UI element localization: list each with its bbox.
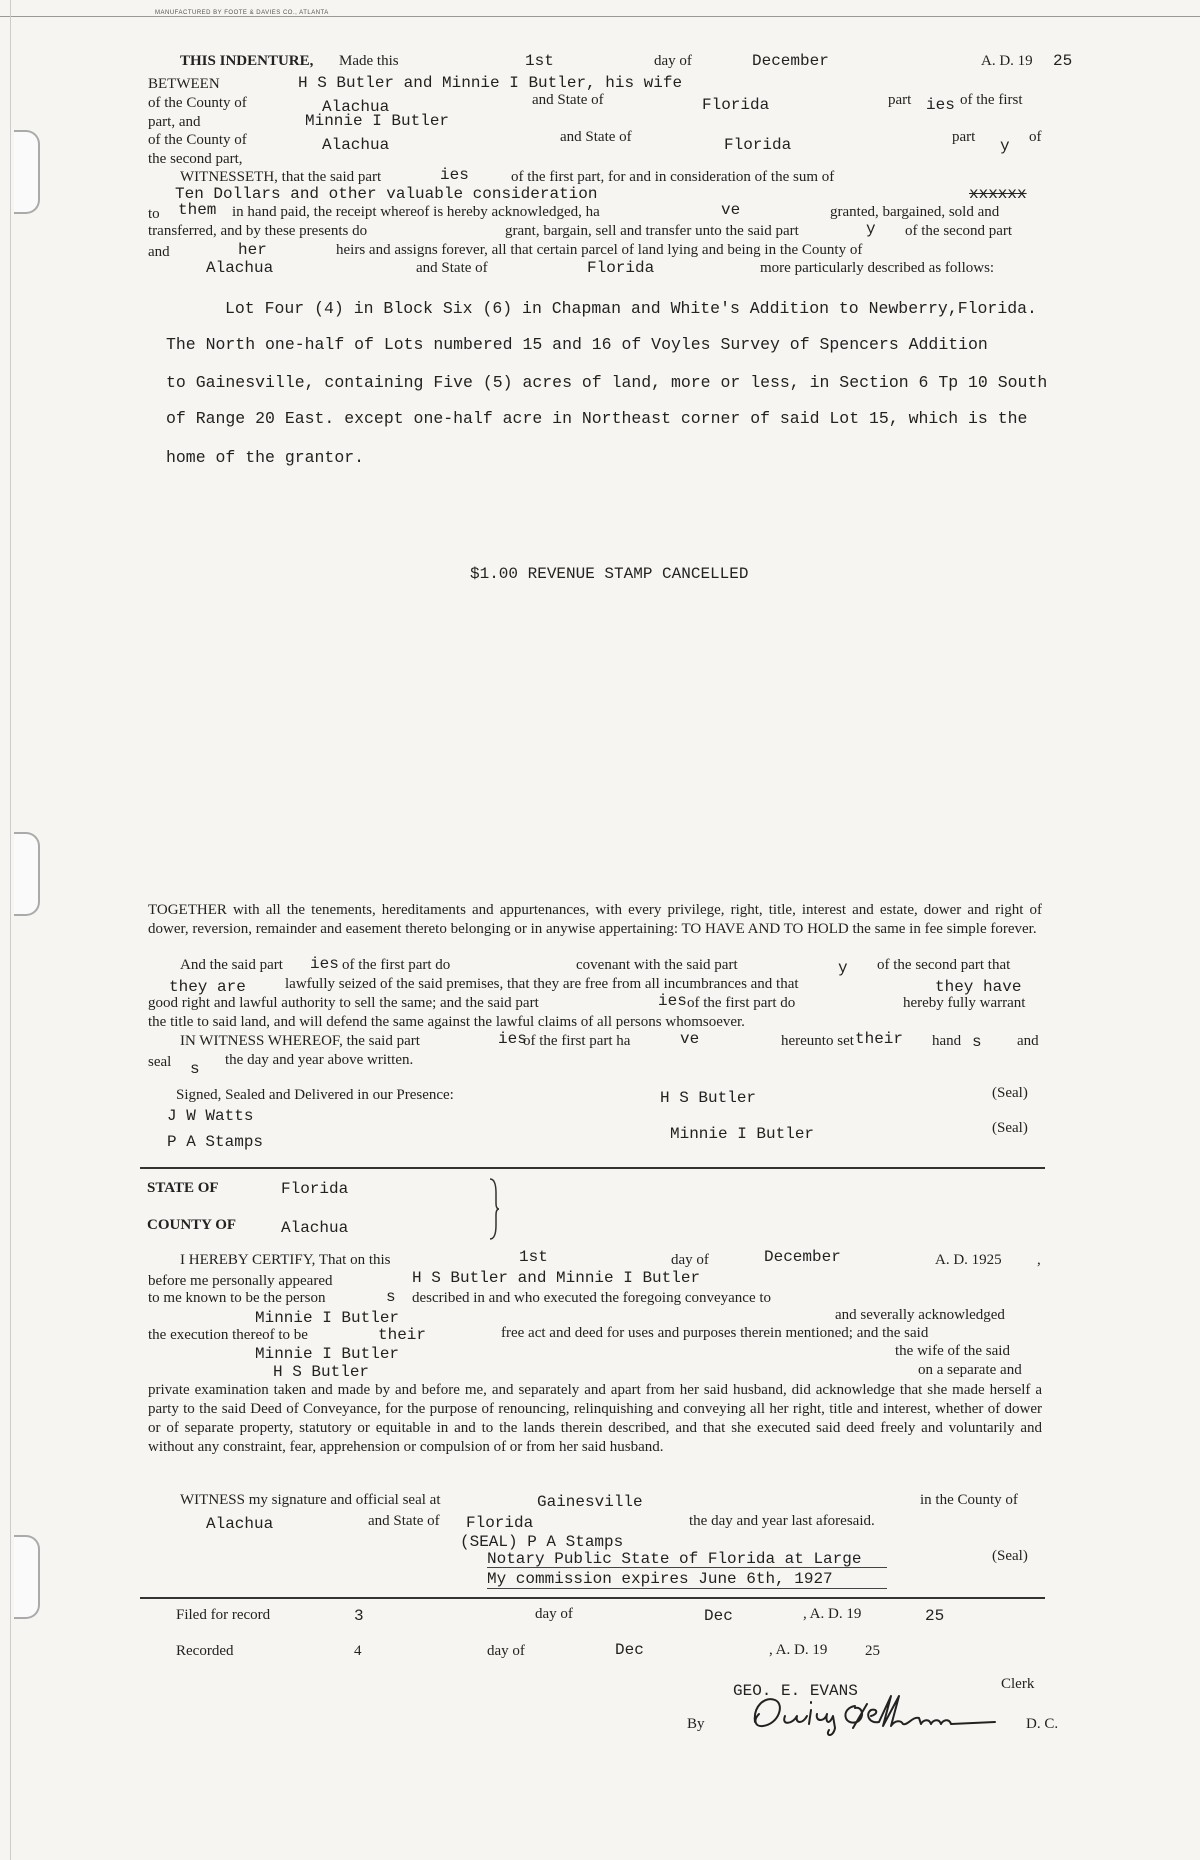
covenant-suffix-3: ies (658, 992, 687, 1010)
of-the-first-label: of the first (960, 92, 1023, 108)
witnesseth-text-i: more particularly described as follows: (760, 260, 995, 276)
recorded-day-of: day of (487, 1643, 525, 1659)
covenant-text-h: hereby fully warrant (903, 995, 1026, 1011)
known-text-b: described in and who executed the foregoing conveyance to (412, 1290, 772, 1306)
witness-name: J W Watts (167, 1107, 254, 1125)
witnesseth-suffix-3: y (866, 220, 876, 238)
county-label: of the County of (148, 95, 247, 111)
appeared-names: H S Butler and Minnie I Butler (412, 1269, 701, 1287)
filed-year: 25 (925, 1607, 945, 1625)
notary-underline (487, 1588, 887, 1589)
witnesseth-text-c: in hand paid, the receipt whereof is hereby acknowledged, ha (232, 204, 600, 220)
revenue-stamp-note: $1.00 REVENUE STAMP CANCELLED (470, 565, 749, 583)
recorded-ad: , A. D. 19 (769, 1642, 828, 1658)
by-label: By (687, 1716, 705, 1732)
and-label: and (148, 244, 170, 260)
covenant-suffix: ies (310, 955, 339, 973)
state-label: and State of (532, 92, 604, 108)
second-part-label: the second part, (148, 151, 243, 167)
description-line: home of the grantor. (166, 448, 365, 467)
clerk-label: Clerk (1001, 1676, 1035, 1692)
wife-name: Minnie I Butler (255, 1345, 400, 1363)
second-party-name: Minnie I Butler (305, 112, 450, 130)
county-of-label: COUNTY OF (147, 1217, 237, 1233)
notary-commission: My commission expires June 6th, 1927 (487, 1570, 833, 1588)
description-line: to Gainesville, containing Five (5) acres of land, more or less, in Section 6 Tp 10 South (166, 373, 1048, 392)
certify-month: December (764, 1248, 841, 1266)
state-of-value: Florida (281, 1180, 349, 1198)
second-county: Alachua (322, 136, 390, 154)
county-label-2: of the County of (148, 132, 247, 148)
presence-label: Signed, Sealed and Delivered in our Presence: (176, 1087, 454, 1103)
day-of-label: day of (654, 53, 692, 69)
known-s: s (386, 1288, 396, 1306)
husband-name: H S Butler (273, 1363, 370, 1381)
second-state: Florida (724, 136, 792, 154)
part-label-2: part (952, 129, 976, 145)
binder-hole-icon (14, 832, 40, 916)
seal-mark: (Seal) (992, 1120, 1028, 1136)
grantor-name: H S Butler (660, 1089, 757, 1107)
land-state-label: and State of (416, 260, 488, 276)
witness-whereof-suffix-2: ve (680, 1030, 700, 1048)
they-have: they have (935, 978, 1022, 996)
execution-text-b: free act and deed for uses and purposes therein mentioned; and the said (501, 1325, 929, 1341)
witness-state: Florida (466, 1514, 534, 1532)
together-clause: TOGETHER with all the tenements, hereditaments and appurtenances, with every privilege, right, title, interest and estate, dower and right of dower, reversion, remainder and easement thereto belonging or in anywise appertaining: TO HAVE AND TO HOLD the same in fee simple forever. (148, 902, 1042, 937)
clerk-name: GEO. E. EVANS (733, 1682, 858, 1700)
binder-hole-icon (14, 130, 40, 214)
description-line: of Range 20 East. except one-half acre in Northeast corner of said Lot 15, which is the (166, 409, 1028, 428)
witnesseth-text-a: WITNESSETH, that the said part (180, 169, 382, 185)
heirs-of: her (238, 241, 267, 259)
private-examination-text: private examination taken and made by and before me, and separately and apart from her said husband, did acknowledge that she made herself a party to the said Deed of Conveyance, for the purpose of renouncing, relinquishing and conveying all her right, title and interest, whether of dower or of separate property, statutory or equitable in and to the lands therein described, and that she executed said deed freely and voluntarily and without any constraint, fear, apprehension or compulsion of or from her said husband. (148, 1382, 1042, 1455)
section-divider (140, 1167, 1045, 1169)
witnesseth-text-g: of the second part (905, 223, 1013, 239)
dc-label: D. C. (1026, 1716, 1059, 1732)
seal-s: s (190, 1060, 200, 1078)
they-are: they are (169, 978, 246, 996)
witness-whereof-b: of the first part ha (523, 1033, 631, 1049)
description-line: Lot Four (4) in Block Six (6) in Chapman and White's Addition to Newberry,Florida. (225, 299, 1037, 318)
witness-whereof-a: IN WITNESS WHEREOF, the said part (180, 1033, 420, 1049)
first-part-suffix: ies (926, 96, 955, 114)
witnesseth-text-d: granted, bargained, sold and (830, 204, 1000, 220)
brace-icon (488, 1177, 500, 1241)
execution-text: the execution thereof to be (148, 1327, 308, 1343)
known-text: to me known to be the person (148, 1290, 326, 1306)
seal-mark: (Seal) (992, 1085, 1028, 1101)
certify-text: I HEREBY CERTIFY, That on this (180, 1252, 391, 1268)
witness-whereof-suffix: ies (498, 1030, 527, 1048)
witnesseth-text-e: transferred, and by these presents do (148, 223, 368, 239)
witnesseth-suffix: ies (440, 166, 469, 184)
printer-imprint: MANUFACTURED BY FOOTE & DAVIES CO., ATLANTA (155, 10, 329, 16)
day-value: 1st (525, 52, 554, 70)
witness-and: and (1017, 1033, 1039, 1049)
covenant-text-f: good right and lawful authority to sell the same; and the said part (148, 995, 539, 1011)
certify-day-of: day of (671, 1252, 709, 1268)
seal-label: seal (148, 1054, 172, 1070)
certify-ad: A. D. 1925 (935, 1252, 1002, 1268)
witness-whereof-c: hereunto set (781, 1033, 854, 1049)
ad-label: A. D. 19 (981, 53, 1033, 69)
appeared-label: before me personally appeared (148, 1273, 333, 1289)
notary-title: Notary Public State of Florida at Large (487, 1550, 862, 1568)
notary-seal: (Seal) (992, 1548, 1028, 1564)
witness-county: Alachua (206, 1515, 274, 1533)
certify-day: 1st (519, 1248, 548, 1266)
month-value: December (752, 52, 829, 70)
witness-hand: hand (932, 1033, 962, 1049)
recorded-year: 25 (865, 1643, 880, 1659)
top-rule (0, 16, 1200, 17)
second-part-suffix: y (1000, 137, 1010, 155)
covenant-text-d: of the second part that (877, 957, 1011, 973)
severally-text: and severally acknowledged (835, 1307, 1005, 1323)
to-whom: them (178, 201, 217, 219)
filed-ad: , A. D. 19 (803, 1606, 862, 1622)
witness-their: their (855, 1030, 904, 1048)
description-line: The North one-half of Lots numbered 15 and 16 of Voyles Survey of Spencers Addition (166, 335, 988, 354)
witness-signature-text: WITNESS my signature and official seal at (180, 1492, 441, 1508)
witness-city: Gainesville (537, 1493, 643, 1511)
of-label: of (1029, 129, 1042, 145)
recorded-month: Dec (615, 1641, 644, 1659)
covenant-suffix-2: y (838, 959, 848, 977)
covenant-text-e: lawfully seized of the said premises, that they are free from all incumbrances and that (285, 976, 799, 992)
recorded-label: Recorded (176, 1643, 234, 1659)
filed-month: Dec (704, 1607, 733, 1625)
conveyed-to: Minnie I Butler (255, 1309, 400, 1327)
witnesseth-text-b: of the first part, for and in consideration of the sum of (511, 169, 835, 185)
witness-name: P A Stamps (167, 1133, 264, 1151)
witness-state-label: and State of (368, 1513, 440, 1529)
state-of-label: STATE OF (147, 1180, 219, 1196)
witnesseth-text-h: heirs and assigns forever, all that certain parcel of land lying and being in the County of (336, 242, 863, 258)
first-county: Alachua (322, 98, 390, 116)
land-county: Alachua (206, 259, 274, 277)
covenant-text-i: the title to said land, and will defend the same against the lawful claims of all persons whomsoever. (148, 1014, 745, 1030)
section-divider (140, 1597, 1045, 1599)
separate-text: on a separate and (918, 1362, 1022, 1378)
grantor-name: Minnie I Butler (670, 1125, 815, 1143)
part-label: part (888, 92, 912, 108)
binder-hole-icon (14, 1535, 40, 1619)
witness-s: s (972, 1033, 982, 1051)
wife-of-text: the wife of the said (895, 1343, 1010, 1359)
notary-underline (487, 1567, 887, 1568)
covenant-text-c: covenant with the said part (576, 957, 738, 973)
left-margin-rule (10, 0, 11, 1860)
state-label-2: and State of (560, 129, 632, 145)
county-of-value: Alachua (281, 1219, 349, 1237)
made-this-label: Made this (339, 53, 399, 69)
notary-name: (SEAL) P A Stamps (460, 1533, 624, 1551)
land-state: Florida (587, 259, 655, 277)
certify-comma: , (1037, 1252, 1041, 1268)
first-party-names: H S Butler and Minnie I Butler, his wife (298, 74, 683, 92)
to-label: to (148, 206, 160, 222)
filed-day: 3 (354, 1607, 364, 1625)
between-label: BETWEEN (148, 76, 220, 92)
seal-rest: the day and year above written. (225, 1052, 414, 1068)
clerk-signature (745, 1686, 1015, 1742)
filed-day-of: day of (535, 1606, 573, 1622)
covenant-text-a: And the said part (180, 957, 283, 973)
first-state: Florida (702, 96, 770, 114)
witness-tail: the day and year last aforesaid. (689, 1513, 875, 1529)
year-value: 25 (1053, 52, 1073, 70)
witnesseth-suffix-2: ve (721, 201, 741, 219)
this-indenture-label: THIS INDENTURE, (180, 53, 314, 69)
witnesseth-text-f: grant, bargain, sell and transfer unto the said part (505, 223, 799, 239)
struck-text: xxxxxx (969, 185, 1027, 203)
consideration-text: Ten Dollars and other valuable consideration (175, 185, 598, 203)
witness-county-label: in the County of (920, 1492, 1018, 1508)
execution-their: their (378, 1326, 427, 1344)
recorded-day: 4 (354, 1643, 362, 1659)
part-and-label: part, and (148, 114, 201, 130)
covenant-text-b: of the first part do (342, 957, 451, 973)
covenant-text-g: of the first part do (687, 995, 796, 1011)
filed-label: Filed for record (176, 1607, 271, 1623)
